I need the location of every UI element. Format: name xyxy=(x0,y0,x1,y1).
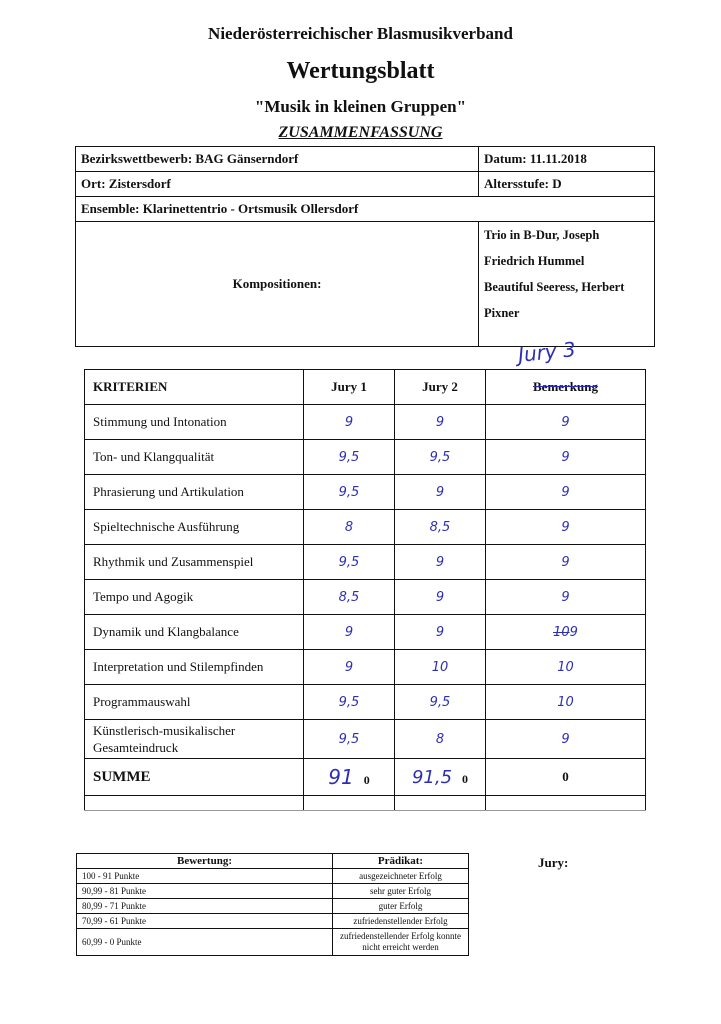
criterion-name: Stimmung und Intonation xyxy=(85,405,304,440)
jury2-score: 9,5 xyxy=(395,685,486,720)
table-row xyxy=(85,685,646,720)
jury2-score: 9,5 xyxy=(395,440,486,475)
table-row xyxy=(85,405,646,440)
info-row xyxy=(76,147,655,172)
summe-label: SUMME xyxy=(85,759,304,796)
punkte-range: 100 - 91 Punkte xyxy=(77,869,333,884)
criterion-name: Dynamik und Klangbalance xyxy=(85,615,304,650)
header-bemerkung-text: Bemerkung xyxy=(533,379,598,394)
jury3-score: 9 xyxy=(486,545,646,580)
datum-cell: Datum: 11.11.2018 xyxy=(479,147,655,172)
praedikat: ausgezeichneter Erfolg xyxy=(333,869,469,884)
header-bemerkung xyxy=(486,370,646,405)
criterion-name: Ton- und Klangqualität xyxy=(85,440,304,475)
kompositionen-label xyxy=(76,222,479,347)
jury1-score: 9 xyxy=(304,405,395,440)
table-row xyxy=(85,545,646,580)
jury1-sum-handwritten: 91 xyxy=(328,765,354,789)
criterion-name: Tempo und Agogik xyxy=(85,580,304,615)
praedikat: sehr guter Erfolg xyxy=(333,884,469,899)
table-row xyxy=(85,650,646,685)
jury1-sum-printed: 0 xyxy=(363,773,370,787)
altersstufe-cell: Altersstufe: D xyxy=(479,172,655,197)
punkte-range: 80,99 - 71 Punkte xyxy=(77,899,333,914)
jury3-score: 9 xyxy=(486,440,646,475)
kompositionen-list xyxy=(479,222,655,347)
bezirk-cell: Bezirkswettbewerb: BAG Gänserndorf xyxy=(76,147,479,172)
jury2-score: 9 xyxy=(395,545,486,580)
header-jury1: Jury 1 xyxy=(304,370,395,405)
criterion-name: Phrasierung und Artikulation xyxy=(85,475,304,510)
header-kriterien: KRITERIEN xyxy=(85,370,304,405)
jury1-sum xyxy=(304,759,395,796)
table-row xyxy=(85,720,646,759)
table-row xyxy=(85,440,646,475)
table-row xyxy=(77,914,469,929)
page-title: Wertungsblatt xyxy=(286,58,435,84)
jury2-score: 9 xyxy=(395,615,486,650)
criteria-table xyxy=(84,369,646,811)
jury1-score: 9 xyxy=(304,615,395,650)
criterion-name: Spieltechnische Ausführung xyxy=(85,510,304,545)
spacer-cell xyxy=(85,796,304,811)
ensemble-cell: Ensemble: Klarinettentrio - Ortsmusik Ollersdorf xyxy=(76,197,655,222)
jury3-score: 9 xyxy=(486,510,646,545)
jury3-score-cell xyxy=(486,615,646,650)
org-title: Niederösterreichischer Blasmusikverband xyxy=(208,24,513,43)
jury3-score: 9 xyxy=(569,624,578,640)
table-row xyxy=(85,510,646,545)
criterion-name: Rhythmik und Zusammenspiel xyxy=(85,545,304,580)
spacer-cell xyxy=(486,796,646,811)
jury3-score: 9 xyxy=(486,405,646,440)
header-bewertung: Bewertung: xyxy=(77,854,333,869)
header-praedikat: Prädikat: xyxy=(333,854,469,869)
table-row xyxy=(77,884,469,899)
spacer-cell xyxy=(304,796,395,811)
table-row xyxy=(85,475,646,510)
table-row xyxy=(77,929,469,956)
table-row xyxy=(85,615,646,650)
jury1-score: 9,5 xyxy=(304,545,395,580)
jury3-struck-score: 10 xyxy=(553,624,570,640)
jury2-score: 10 xyxy=(395,650,486,685)
bewertung-table xyxy=(76,853,469,956)
jury2-score: 8,5 xyxy=(395,510,486,545)
praedikat: zufriedenstellender Erfolg konnte nicht erreicht werden xyxy=(333,929,469,956)
jury2-sum-printed: 0 xyxy=(462,771,469,786)
punkte-range: 60,99 - 0 Punkte xyxy=(77,929,333,956)
info-table xyxy=(75,146,655,347)
jury1-score: 8 xyxy=(304,510,395,545)
jury1-score: 8,5 xyxy=(304,580,395,615)
ort-cell: Ort: Zistersdorf xyxy=(76,172,479,197)
jury2-score: 9 xyxy=(395,475,486,510)
jury1-score: 9 xyxy=(304,650,395,685)
jury2-score: 9 xyxy=(395,580,486,615)
komposition-item: Beautiful Seeress, Herbert Pixner xyxy=(484,280,625,320)
jury3-score: 9 xyxy=(486,720,646,759)
jury1-score: 9,5 xyxy=(304,685,395,720)
jury2-score: 9 xyxy=(395,405,486,440)
jury1-score: 9,5 xyxy=(304,475,395,510)
jury1-score: 9,5 xyxy=(304,440,395,475)
punkte-range: 70,99 - 61 Punkte xyxy=(77,914,333,929)
jury2-sum-handwritten: 91,5 xyxy=(411,766,453,788)
spacer-cell xyxy=(395,796,486,811)
jury-signature-label: Jury: xyxy=(538,855,569,870)
competition-subtitle: "Musik in kleinen Gruppen" xyxy=(254,97,467,116)
praedikat: guter Erfolg xyxy=(333,899,469,914)
bewertung-header-row xyxy=(77,854,469,869)
criterion-name: Programmauswahl xyxy=(85,685,304,720)
jury3-sum: 0 xyxy=(486,759,646,796)
jury3-score: 10 xyxy=(486,650,646,685)
criteria-header-row xyxy=(85,370,646,405)
kompositionen-row xyxy=(76,222,655,347)
table-row xyxy=(77,869,469,884)
jury1-score: 9,5 xyxy=(304,720,395,759)
jury2-sum xyxy=(395,759,486,796)
komposition-item: Trio in B-Dur, Joseph Friedrich Hummel xyxy=(484,228,600,268)
summe-row xyxy=(85,759,646,796)
table-row xyxy=(77,899,469,914)
section-title: ZUSAMMENFASSUNG xyxy=(278,124,443,141)
kompositionen-label-text: Kompositionen: xyxy=(232,276,322,291)
jury3-handwritten-heading: Jury 3 xyxy=(516,337,577,367)
jury3-score: 9 xyxy=(486,580,646,615)
spacer-row xyxy=(85,796,646,811)
info-row xyxy=(76,172,655,197)
header-jury2: Jury 2 xyxy=(395,370,486,405)
criterion-name: Künstlerisch-musikalischer Gesamteindruck xyxy=(85,720,304,759)
jury2-score: 8 xyxy=(395,720,486,759)
praedikat: zufriedenstellender Erfolg xyxy=(333,914,469,929)
punkte-range: 90,99 - 81 Punkte xyxy=(77,884,333,899)
info-row xyxy=(76,197,655,222)
criterion-name: Interpretation und Stilempfinden xyxy=(85,650,304,685)
jury3-score: 10 xyxy=(486,685,646,720)
table-row xyxy=(85,580,646,615)
jury3-score: 9 xyxy=(486,475,646,510)
